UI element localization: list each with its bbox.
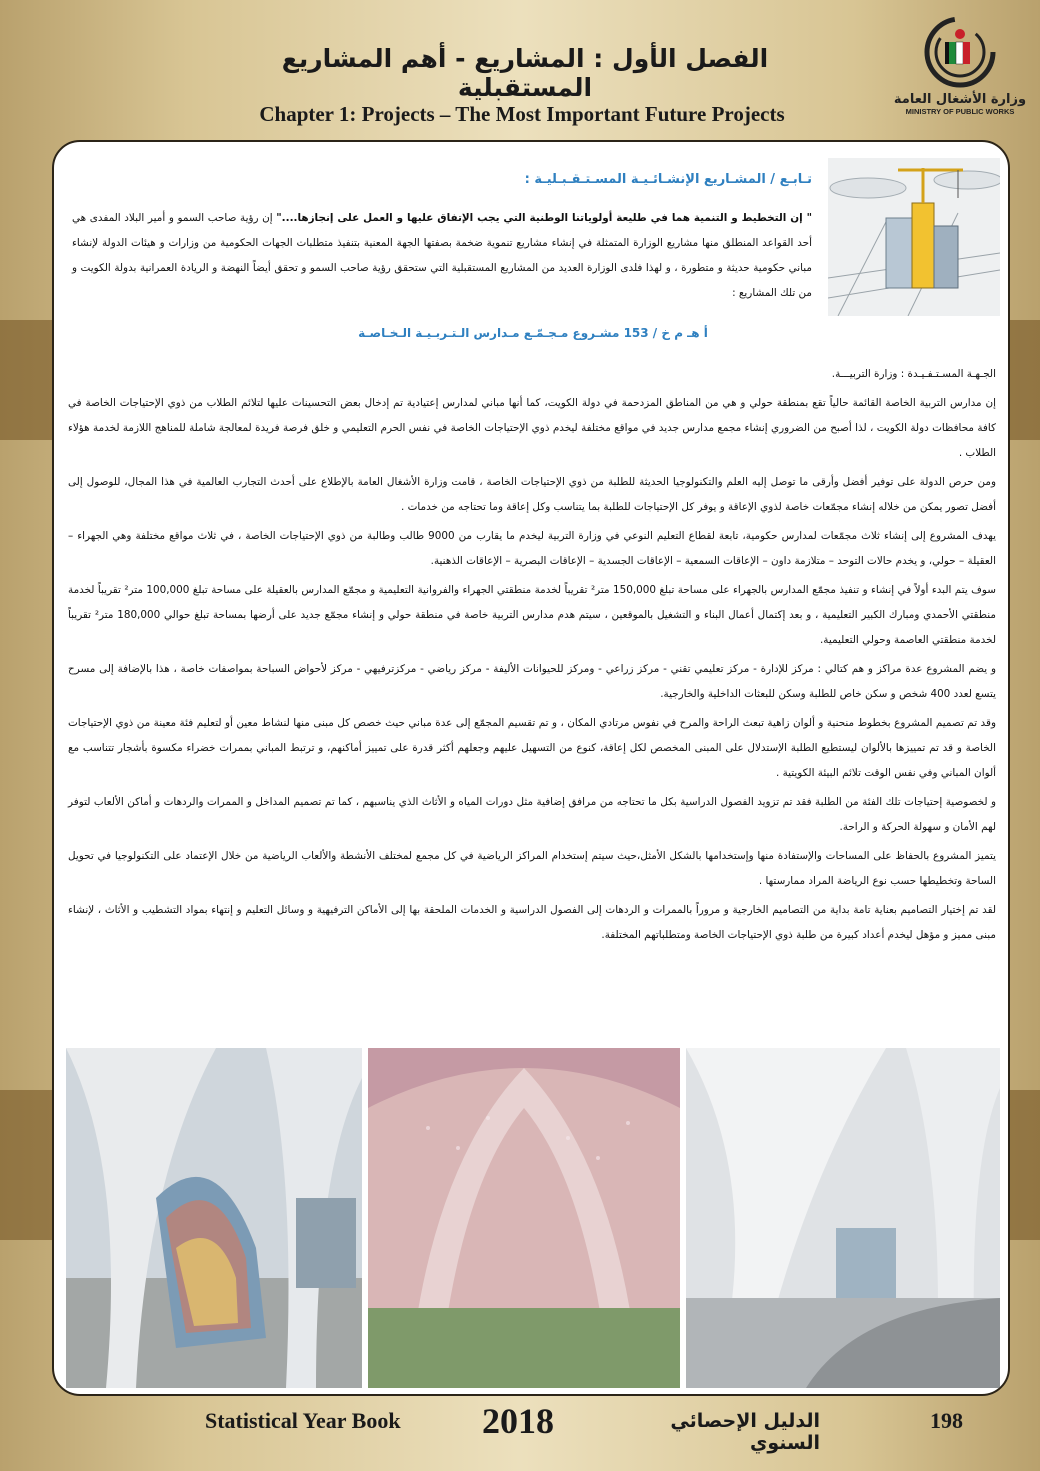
footer-title-english: Statistical Year Book bbox=[205, 1408, 401, 1433]
rendering-image-1 bbox=[66, 1048, 362, 1388]
intro-paragraph bbox=[72, 206, 812, 306]
paragraph: و لخصوصية إحتياجات تلك الفئة من الطلبة فقد تم تزويد الفصول الدراسية بكل ما تحتاجه من مرافق إضافية مثل دورات المياه و الأثاث الذي يناسبهم ، كما تم تصميم المداخل و الممرات والردهات و أماكن الألعاب لتوفر لهم الأمان و سهولة الحركة و الراحة. bbox=[68, 796, 996, 833]
paragraph: و يضم المشروع عدة مراكز و هم كتالي : مركز للإدارة - مركز تعليمي تقني - مركز زراعي - ومركز للحيوانات الأليفة - مركز رياضي - مركزترفيهي - مركز لأحواض السباحة بمواصفات خاصة ، هذا بالإضافة إلى مسرح يتسع لعدد 400 شخص و سكن خاص للطلبة وسكن للبعثات الداخلية والخارجية. bbox=[68, 663, 996, 700]
section-title: تـابـع / المشـاريع الإنشـائـيـة المسـتـقـبـليـة : bbox=[524, 172, 812, 187]
page-footer bbox=[0, 1401, 1040, 1454]
project-renderings bbox=[66, 1048, 1000, 1388]
paragraph: سوف يتم البدء أولاً في إنشاء و تنفيذ مجمّع المدارس بالجهراء على مساحة تبلغ 150,000 متر² تقريباً لخدمة منطقتي الجهراء والفروانية التعليمية و مجمّع المدارس بالعقيلة على مساحة تبلغ 100,000 متر² تقريباً لخدمة منطقتي الأحمدي ومبارك الكبير التعليمية ، و بعد إكتمال أعمال البناء و التشغيل بالموقعين ، سيتم هدم مدارس التربية خاصة في منطقة حولي و إنشاء مجمّع جديد على أرضها بمساحة تبلغ حوالي 180,000 متر² تقريباً لخدمة منطقتي العاصمة وحولي التعليمية. bbox=[68, 584, 996, 646]
content-panel bbox=[52, 140, 1010, 1396]
construction-blueprint-image bbox=[828, 158, 1000, 316]
beneficiary-line: الجـهـة المسـتـفـيـدة : وزارة التربيـــة. bbox=[831, 368, 996, 380]
footer-title-arabic: الدليل الإحصائي السنوي bbox=[670, 1410, 820, 1454]
paragraph: وقد تم تصميم المشروع بخطوط منحنية و ألوان زاهية تبعث الراحة والمرح في نفوس مرتادي المكان ، و تم تقسيم المجمّع إلى عدة مباني حيث خصص كل مبنى منها لنشاط معين أو لتعليم فئة معينة من ذوي الإحتياجات الخاصة و قد تم تمييزها بالألوان ليستطيع الطلبة الإستدلال على المبنى المخصص لكل إعاقة، كنوع من التسهيل عليهم وجعلهم أكثر قدرة على تمييز أماكنهم، و ترتبط المباني بممرات خضراء مكسوة بأشجار تتناسب مع ألوان المباني وفي نفس الوقت تلائم البيئة الكويتية . bbox=[68, 717, 996, 779]
rendering-image-3 bbox=[686, 1048, 1000, 1388]
chapter-title-arabic: الفصل الأول : المشاريع - أهم المشاريع المستقبلية bbox=[281, 44, 769, 102]
logo-text-arabic: وزارة الأشغال العامة bbox=[893, 92, 1027, 107]
chapter-title-english: Chapter 1: Projects – The Most Important Future Projects bbox=[259, 102, 785, 126]
project-body bbox=[68, 362, 996, 952]
paragraph: يتميز المشروع بالحفاظ على المساحات والإستفادة منها وإستخدامها بالشكل الأمثل،حيث سيتم إستخدام المراكز الرياضية في كل مجمع لمختلف الأنشطة والألعاب الرياضية من خلال الإعتماد على التكنولوجيا في تحويل الساحة وتخطيطها حسب نوع الرياضة المراد ممارستها . bbox=[68, 850, 996, 887]
quote-rest-text: إن رؤية صاحب السمو و أمير البلاد المفدى هي أحد القواعد المنطلق منها مشاريع الوزارة المتمثلة في إنشاء مشاريع تنموية ضخمة بصفتها الجهة المعنية بتنفيذ متطلبات الجهات الحكومية من وزارات و هيئات الدولة لإنشاء مباني حكومية حديثة و متطورة ، و لهذا فلدى الوزارة العديد من المشاريع المستقبلية التي ستحقق رؤية صاحب السمو و تحقق أيضاً النهضة و الريادة العمرانية بدولة الكويت و من تلك المشاريع : bbox=[72, 212, 812, 299]
quote-bold-text: " إن التخطيط و التنمية هما في طليعة أولوياتنا الوطنية التي يجب الإتفاق عليها و العمل على إنجازها...." bbox=[276, 212, 813, 224]
project-title: أ هـ م خ / 153 مشـروع مـجـمّـع مـدارس الـتـربـيـة الـخـاصـة bbox=[358, 326, 708, 340]
paragraph: إن مدارس التربية الخاصة القائمة حالياً تقع بمنطقة حولي و هي من المناطق المزدحمة في دولة الكويت، كما أنها مباني لمدارس إعتيادية تم إدخال بعض التحسينات عليها لتلائم الطلاب من ذوي الإحتياجات الخاصة في كافة محافظات دولة الكويت ، لذا أصبح من الضروري إنشاء مجمع مدارس جديد في مواقع مختلفة ليخدم ذوي الإحتياجات الخاصة في نفس الحرم التعليمي و خلق فرصة فريدة لمعالجة شاملة للمناهج اللازمة لخدمة هؤلاء الطلاب . bbox=[68, 397, 996, 459]
logo-text-english: MINISTRY OF PUBLIC WORKS bbox=[905, 107, 1015, 116]
page-header bbox=[0, 0, 1040, 140]
footer-year: 2018 bbox=[482, 1401, 554, 1441]
ministry-logo bbox=[890, 12, 1030, 132]
paragraph: ومن حرص الدولة على توفير أفضل وأرقى ما توصل إليه العلم والتكنولوجيا الحديثة للطلبة من ذوي الإحتياجات الخاصة ، قامت وزارة الأشغال العامة بالإطلاع على أحدث التجارب العالمية في هذا المجال، للوصول إلى أفضل تصور يمكن من خلاله إنشاء مجمّعات خاصة لذوي الإعاقة و يوفر كل الإحتياجات للطلبة بما يتناسب وكل إعاقة وما تحتاجه من خدمات . bbox=[68, 476, 996, 513]
rendering-image-2 bbox=[368, 1048, 680, 1388]
page-number: 198 bbox=[930, 1408, 963, 1433]
paragraph: لقد تم إختيار التصاميم بعناية تامة بداية من التصاميم الخارجية و مروراً بالممرات و الردهات إلى الفصول الدراسية و الخدمات الملحقة بها إلى الأماكن الترفيهية و وسائل التعليم و إنتهاء بمواد التشطيب و الأثاث ، لإنشاء مبنى مميز و مؤهل ليخدم أعداد كبيرة من طلبة ذوي الإحتياجات الخاصة ومتطلباتهم المختلفة. bbox=[68, 904, 996, 941]
paragraph: يهدف المشروع إلى إنشاء ثلاث مجمّعات لمدارس حكومية، تابعة لقطاع التعليم النوعي في وزارة التربية ليخدم ما يقارب من 9000 طالب وطالبة من ذوي الإحتياجات الخاصة ، في ثلاث مواقع مختلفة وهي الجهراء – العقيلة – حولي، و يخدم حالات التوحد – متلازمة داون – الإعاقات السمعية – الإعاقات الجسدية – الإعاقات البصرية – الإعاقات الذهنية. bbox=[68, 530, 996, 567]
ministry-emblem-icon bbox=[915, 12, 1005, 92]
